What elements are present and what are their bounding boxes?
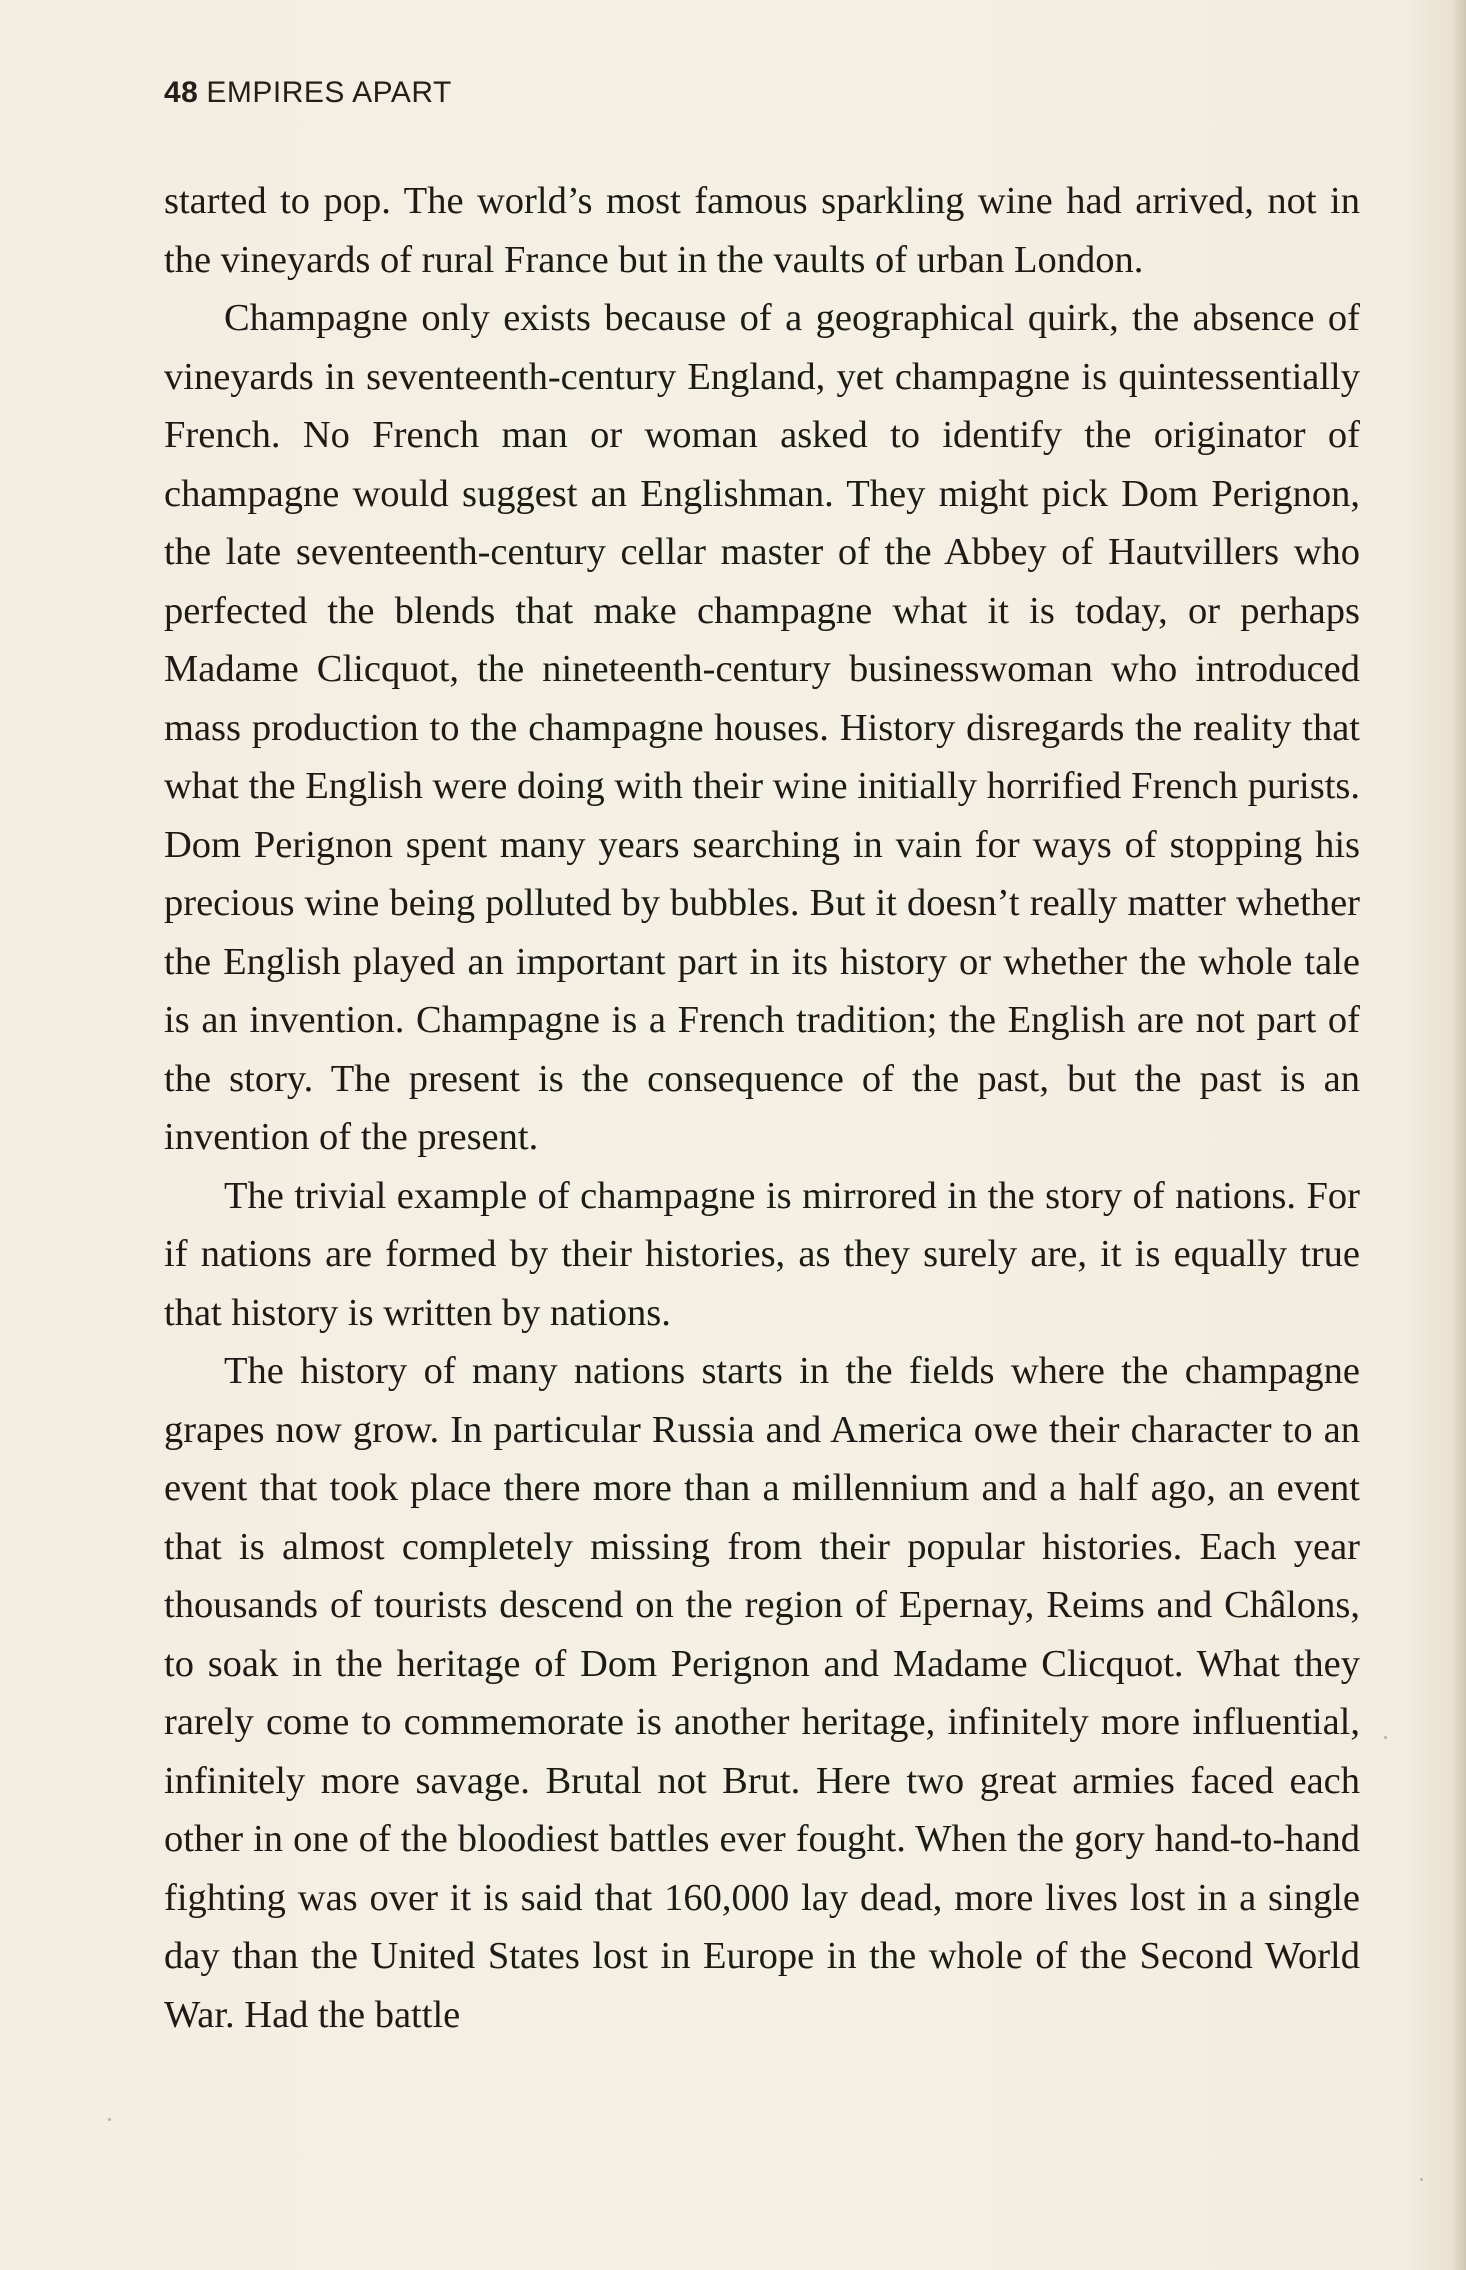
paper-speck	[108, 2118, 111, 2121]
paragraph-champagne-origins: Champagne only exists because of a geographical quirk, the absence of vineyards in seventeenth-century England, yet champagne is quintessentially French. No French man or woman asked to identify the originator of champagne would suggest an Englishman. They might pick Dom Perignon, the late seventeenth-century cellar master of the Abbey of Hautvillers who perfected the blends that make champagne what it is today, or perhaps Madame Clicquot, the nineteenth-century businesswoman who introduced mass production to the champagne houses. History disregards the reality that what the English were doing with their wine initially horrified French purists. Dom Perignon spent many years searching in vain for ways of stopping his precious wine being polluted by bubbles. But it doesn’t really matter whether the English played an important part in its history or whether the whole tale is an invention. Champagne is a French tradition; the English are not part of the story. The present is the consequence of the past, but the past is an invention of the present.	[164, 297, 1360, 1158]
paragraph-continued: started to pop. The world’s most famous sparkling wine had arrived, not in the vineyards of rural France but in the vaults of urban London.	[164, 180, 1360, 281]
paper-speck	[1384, 1736, 1387, 1739]
paper-speck	[1420, 2178, 1423, 2181]
paragraph-nations: The trivial example of champagne is mirrored in the story of nations. For if nations are formed by their histories, as they surely are, it is equally true that history is written by nations.	[164, 1174, 1360, 1334]
paragraph-battle: The history of many nations starts in the fields where the champagne grapes now grow. In particular Russia and America owe their character to an event that took place there more than a millennium and a half ago, an event that is almost completely missing from their popular histories. Each year thousands of tourists descend on the region of Epernay, Reims and Châlons, to soak in the heritage of Dom Perignon and Madame Clicquot. What they rarely come to commemorate is another heritage, infinitely more influential, infinitely more savage. Brutal not Brut. Here two great armies faced each other in one of the bloodiest battles ever fought. When the gory hand-to-hand fighting was over it is said that 160,000 lay dead, more lives lost in a single day than the United States lost in Europe in the whole of the Second World War. Had the battle	[164, 1350, 1360, 2036]
running-head-title: EMPIRES APART	[206, 76, 452, 109]
body-text	[164, 172, 1360, 2044]
running-head	[164, 76, 452, 110]
page-number: 48	[164, 76, 199, 109]
